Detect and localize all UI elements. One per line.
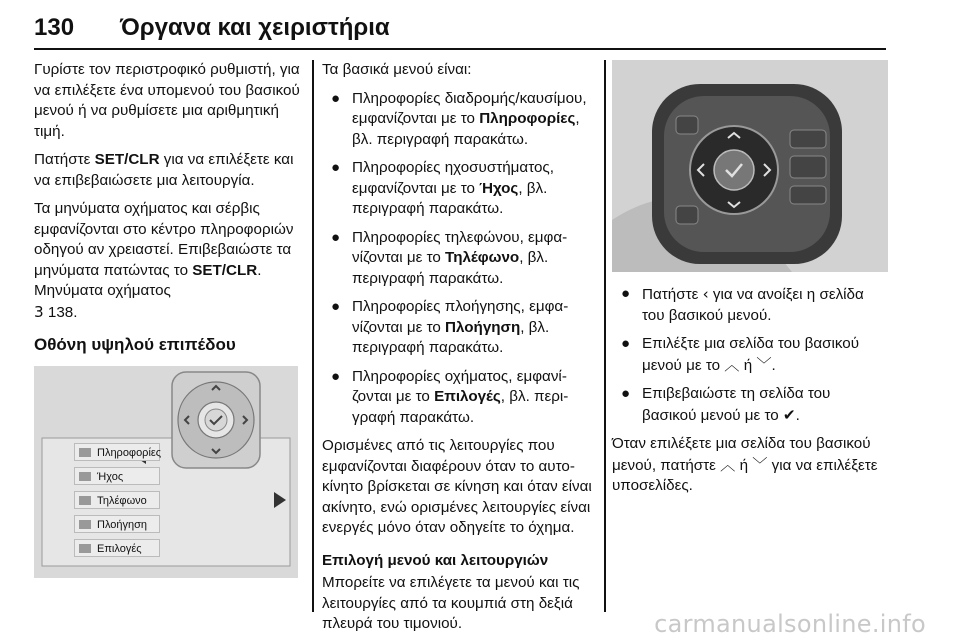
text: Επιβεβαιώστε τη σελίδα του βασικού μενού με το: [642, 385, 831, 424]
text: Πληροφορίες τηλεφώνου, εμφανίζονται με το: [352, 228, 568, 266]
paragraph-rotary: Γυρίστε τον περιστροφικό ρυθμιστή, για να επιλέξετε ένα υπομενού του βασικού μενού ή να ρυθμίσετε μια αριθμητική τιμή.: [34, 61, 300, 140]
bold-term: SET/CLR: [192, 261, 258, 279]
bullet: ●: [621, 335, 631, 352]
text: Πληροφορίες ηχοσυστήματος, εμφανίζονται με το: [352, 159, 554, 197]
figure-menu-label: Πληροφορίες: [97, 446, 162, 459]
column-right: [612, 60, 888, 505]
text: , βλ. περιγραφή παρακάτω.: [352, 179, 548, 217]
figure-menu-label: Τηλέφωνο: [97, 494, 147, 507]
figure-menu-item-phone: [74, 491, 160, 509]
page-number: 130: [34, 14, 75, 41]
watermark: carmanualsonline.info: [654, 610, 926, 638]
text: , βλ. περιγραφή παρακάτω.: [352, 249, 549, 287]
bullet: ●: [621, 285, 631, 302]
list-item: [322, 228, 598, 290]
chevron-left-icon: ‹: [702, 285, 709, 303]
list-item: [322, 297, 598, 359]
list-item: [322, 158, 598, 220]
page-ref: 138.: [43, 303, 78, 321]
text: Πατήστε: [34, 151, 95, 168]
chevron-up-icon: ︿: [724, 355, 740, 374]
text: .: [771, 356, 776, 374]
bold-term: SET/CLR: [94, 151, 160, 168]
bold-term: Ήχος: [479, 179, 519, 197]
chevron-down-icon: ﹀: [756, 355, 772, 374]
text: .: [795, 406, 800, 424]
bold-term: Πληροφορίες: [479, 110, 576, 127]
column-divider: [312, 60, 314, 612]
page-title: Όργανα και χειριστήρια: [120, 14, 390, 41]
paragraph-set-clr: [34, 150, 302, 191]
bullet: ●: [331, 89, 341, 107]
text: . Μηνύματα οχήματος: [34, 261, 262, 299]
list-item: [612, 284, 888, 326]
paragraph-subpages: [612, 434, 888, 497]
text: για να επιλέξετε υποσελίδες.: [612, 456, 878, 494]
bullet: ●: [331, 228, 341, 246]
bullet: ●: [621, 385, 631, 402]
text: , βλ. περιγραφή παρακάτω.: [352, 318, 550, 356]
list-item: [612, 334, 888, 376]
bold-term: Τηλέφωνο: [445, 249, 520, 266]
menu-navigation-steps: [612, 284, 888, 426]
bullet: ●: [331, 298, 341, 315]
audio-icon: [79, 472, 91, 481]
column-left: [34, 60, 302, 578]
bullet: ●: [331, 367, 341, 385]
text: Επιλέξτε μια σελίδα του βασικού μενού με το: [642, 335, 860, 374]
figure-menu-label: Ήχος: [97, 470, 124, 483]
figure-menu-item-navigation: [74, 515, 160, 533]
steering-wheel-photo: [612, 60, 888, 272]
column-middle: [322, 60, 598, 643]
page-ref-icon: 3: [34, 302, 44, 321]
main-menu-list: [322, 89, 598, 429]
section-heading: Οθόνη υψηλού επιπέδου: [34, 335, 236, 354]
text: Όταν επιλέξετε μια σελίδα του βασικού μενού, πατήστε: [612, 435, 871, 474]
bullet: ●: [331, 159, 341, 176]
paragraph-functions: Ορισμένες από τις λειτουργίες που εμφανίζονται διαφέρουν όταν το αυτοκίνητο βρίσκεται σε κίνηση και όταν είναι ακίνητο, ενώ ορισμένες λειτουργίες είναι ενεργές μόνο όταν οδηγείτε το όχημα.: [322, 437, 592, 536]
paragraph-messages: [34, 199, 302, 323]
text: Πληροφορίες διαδρομής/καυσίμου, εμφανίζονται με το: [352, 89, 587, 127]
high-level-display-figure: [34, 366, 298, 578]
page-header: [34, 6, 886, 50]
text: ή: [735, 456, 753, 474]
text: Πατήστε: [642, 286, 703, 303]
list-item: [322, 89, 598, 151]
column-divider: [604, 60, 606, 612]
bold-term: Πλοήγηση: [445, 318, 521, 336]
checkmark-icon: ✔: [782, 405, 796, 424]
text: Πληροφορίες οχήματος, εμφανίζονται με το: [352, 367, 567, 405]
text: για να ανοίξει η σελίδα του βασικού μενού.: [642, 286, 864, 324]
menus-intro: Τα βασικά μενού είναι:: [322, 61, 472, 78]
paragraph-buttons: Μπορείτε να επιλέγετε τα μενού και τις λειτουργίες από τα κουμπιά στη δεξιά πλευρά του τιμονιού.: [322, 574, 580, 632]
text: Πληροφορίες πλοήγησης, εμφανίζονται με το: [352, 298, 569, 336]
list-item: [612, 384, 888, 426]
bold-term: Επιλογές: [434, 388, 501, 405]
figure-menu-item-audio: [74, 467, 160, 485]
text: , βλ. περιγραφή παρακάτω.: [352, 388, 569, 426]
navigation-icon: [79, 520, 91, 529]
text: για να επιλέξετε και να επιβεβαιώσετε μια λειτουργία.: [34, 151, 294, 189]
list-item: [322, 367, 598, 429]
subsection-heading: Επιλογή μενού και λειτουργιών: [322, 551, 549, 569]
text: ή: [739, 356, 757, 374]
figure-menu-label: Πλοήγηση: [97, 518, 148, 531]
text: Τα μηνύματα οχήματος και σέρβις εμφανίζονται στο κέντρο πληροφοριών οδηγού αν χρειαστεί. Επιβεβαιώστε τα μηνύματα πατώντας το: [34, 200, 294, 279]
steering-wheel-buttons-illustration: [612, 60, 888, 272]
figure-menu-label: Επιλογές: [97, 542, 142, 555]
text: , βλ. περιγραφή παρακάτω.: [352, 110, 580, 148]
phone-icon: [79, 496, 91, 505]
info-icon: [79, 448, 91, 457]
figure-menu-item-info: [74, 443, 160, 461]
options-icon: [79, 544, 91, 553]
chevron-down-icon: ﹀: [752, 455, 768, 474]
figure-menu-item-options: [74, 539, 160, 557]
chevron-up-icon: ︿: [720, 455, 736, 474]
